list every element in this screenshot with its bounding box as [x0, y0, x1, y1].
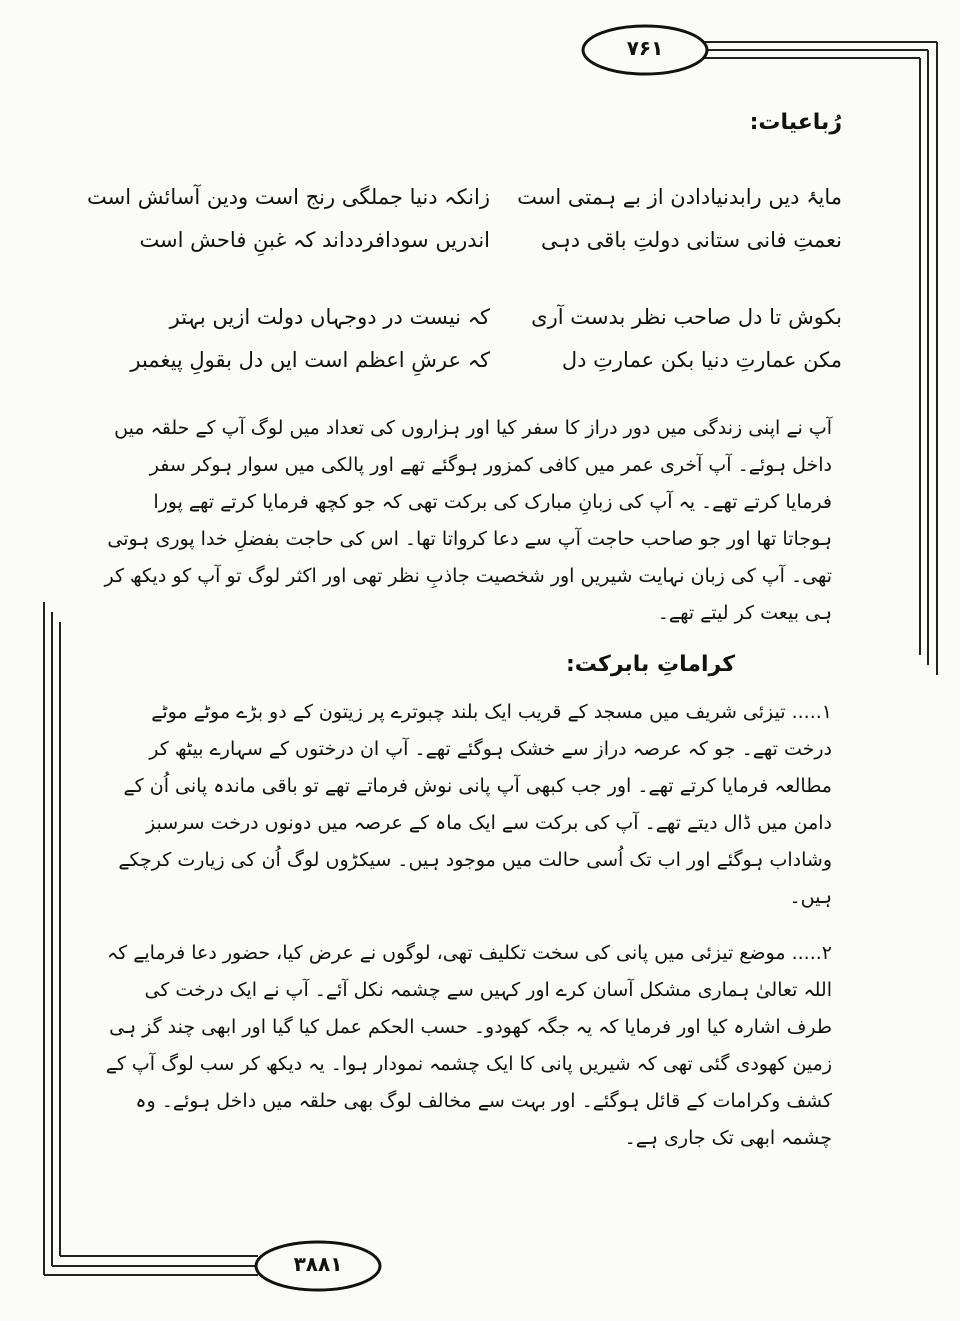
verse-1-right: مایۂ دیں رابدنیادادن از بے ہمتی است: [517, 185, 842, 209]
verse-3-left: کہ نیست در دوجہاں دولت ازیں بہتر: [169, 305, 490, 329]
verse-4-right: مکن عمارتِ دنیا بکن عمارتِ دل: [561, 348, 842, 372]
header-page-number: ۷۶۱: [626, 36, 664, 60]
biography-text: آپ نے اپنی زندگی میں دور دراز کا سفر کیا اور ہزاروں کی تعداد میں لوگ آپ کے حلقہ میں داخل ہوئے۔ آپ آخری عمر میں کافی کمزور ہوگئے تھے اور پالکی میں سوار ہوکر سفر فرمایا کرتے تھے۔ یہ آپ کی زبانِ مبارک کی برکت تھی کہ جو کچھ فرمایا کرتے تھے پورا ہوجاتا تھا اور جو صاحب حاجت آپ سے دعا کرواتا تھا۔ اس کی حاجت بفضلِ خدا پوری ہوتی تھی۔ آپ کی زبان نہایت شیریں اور شخصیت جاذبِ نظر تھی اور اکثر لوگ تو آپ کو دیکھ کر ہی بیعت کر لیتے تھے۔: [104, 417, 832, 624]
verse-2-left: اندریں سودافردداند کہ غبنِ فاحش است: [139, 228, 490, 252]
biography-paragraph: [100, 410, 832, 632]
verse-3-right: بکوش تا دل صاحب نظر بدست آری: [531, 305, 842, 329]
verse-2-right: نعمتِ فانی ستانی دولتِ باقی دہی: [540, 228, 842, 252]
rubaiyat-heading: رُباعیات:: [749, 110, 842, 135]
karamat-item-1: [100, 694, 832, 916]
verse-4-left: کہ عرشِ اعظم است ایں دل بقولِ پیغمبر: [130, 348, 490, 372]
footer-page-number: ۳۸۸۱: [293, 1252, 343, 1276]
karamat-item-2: [100, 935, 832, 1157]
karamat-heading: کراماتِ بابرکت:: [565, 652, 735, 677]
verse-1-left: زانکہ دنیا جملگی رنج است ودین آسائش است: [87, 185, 490, 209]
karamat-item-1-text: ۱..... تیزئی شریف میں مسجد کے قریب ایک بلند چبوترے پر زیتون کے دو بڑے موٹے موٹے درخت تھے۔ جو کہ عرصہ دراز سے خشک ہوگئے تھے۔ آپ ان درختوں کے سہارے بیٹھ کر مطالعہ فرمایا کرتے تھے۔ اور جب کبھی آپ پانی نوش فرماتے تھے تو باقی ماندہ پانی اُن کے دامن میں ڈال دیتے تھے۔ آپ کی برکت سے ایک ماہ کے عرصہ میں دونوں درخت سرسبز وشاداب ہوگئے اور اب تک اُسی حالت میں موجود ہیں۔ سیکڑوں لوگ اُن کی زیارت کرچکے ہیں۔: [118, 701, 832, 908]
karamat-item-2-text: ۲..... موضع تیزئی میں پانی کی سخت تکلیف تھی، لوگوں نے عرض کیا، حضور دعا فرمایے کہ اللہ تعالیٰ ہماری مشکل آسان کرے اور کہیں سے چشمہ نکل آئے۔ آپ نے ایک درخت کی طرف اشارہ کیا اور فرمایا کہ یہ جگہ کھودو۔ حسب الحکم عمل کیا گیا اور ابھی چند گز ہی زمین کھودی گئی تھی کہ شیریں پانی کا ایک چشمہ نمودار ہوا۔ یہ دیکھ کر سب لوگ آپ کے کشف وکرامات کے قائل ہوگئے۔ اور بہت سے مخالف لوگ بھی حلقہ میں داخل ہوئے۔ وہ چشمہ ابھی تک جاری ہے۔: [105, 942, 832, 1149]
